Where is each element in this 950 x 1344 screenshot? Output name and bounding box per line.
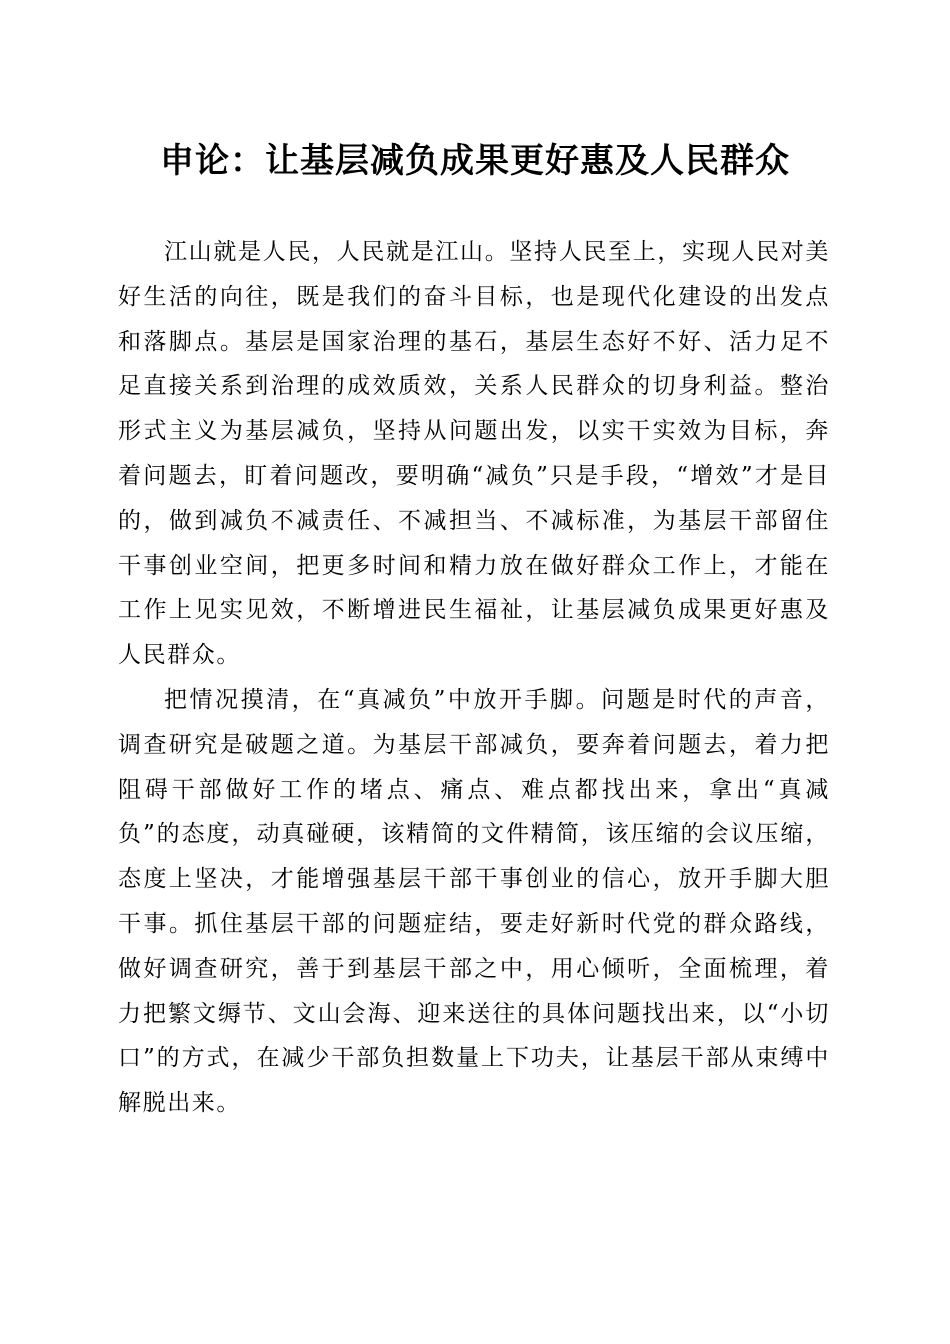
paragraph-2: 把情况摸清，在“真减负”中放开手脚。问题是时代的声音，调查研究是破题之道。为基层干部减负，要奔着问题去，着力把阻碍干部做好工作的堵点、痛点、难点都找出来，拿出“真减负”的态度，动真碰硬，该精简的文件精简，该压缩的会议压缩，态度上坚决，才能增强基层干部干事创业的信心，放开手脚大胆干事。抓住基层干部的问题症结，要走好新时代党的群众路线，做好调查研究，善于到基层干部之中，用心倾听，全面梳理，着力把繁文缛节、文山会海、迎来送往的具体问题找出来，以“小切口”的方式，在减少干部负担数量上下功夫，让基层干部从束缚中解脱出来。 — [118, 686, 830, 1117]
document-body — [118, 230, 830, 1126]
paragraph-1: 江山就是人民，人民就是江山。坚持人民至上，实现人民对美好生活的向往，既是我们的奋斗目标，也是现代化建设的出发点和落脚点。基层是国家治理的基石，基层生态好不好、活力足不足直接关系到治理的成效质效，关系人民群众的切身利益。整治形式主义为基层减负，坚持从问题出发，以实干实效为目标，奔着问题去，盯着问题改，要明确“减负”只是手段，“增效”才是目的，做到减负不减责任、不减担当、不减标准，为基层干部留住干事创业空间，把更多时间和精力放在做好群众工作上，才能在工作上见实见效，不断增进民生福祉，让基层减负成果更好惠及人民群众。 — [118, 239, 830, 669]
document-title: 申论：让基层减负成果更好惠及人民群众 — [160, 141, 790, 181]
